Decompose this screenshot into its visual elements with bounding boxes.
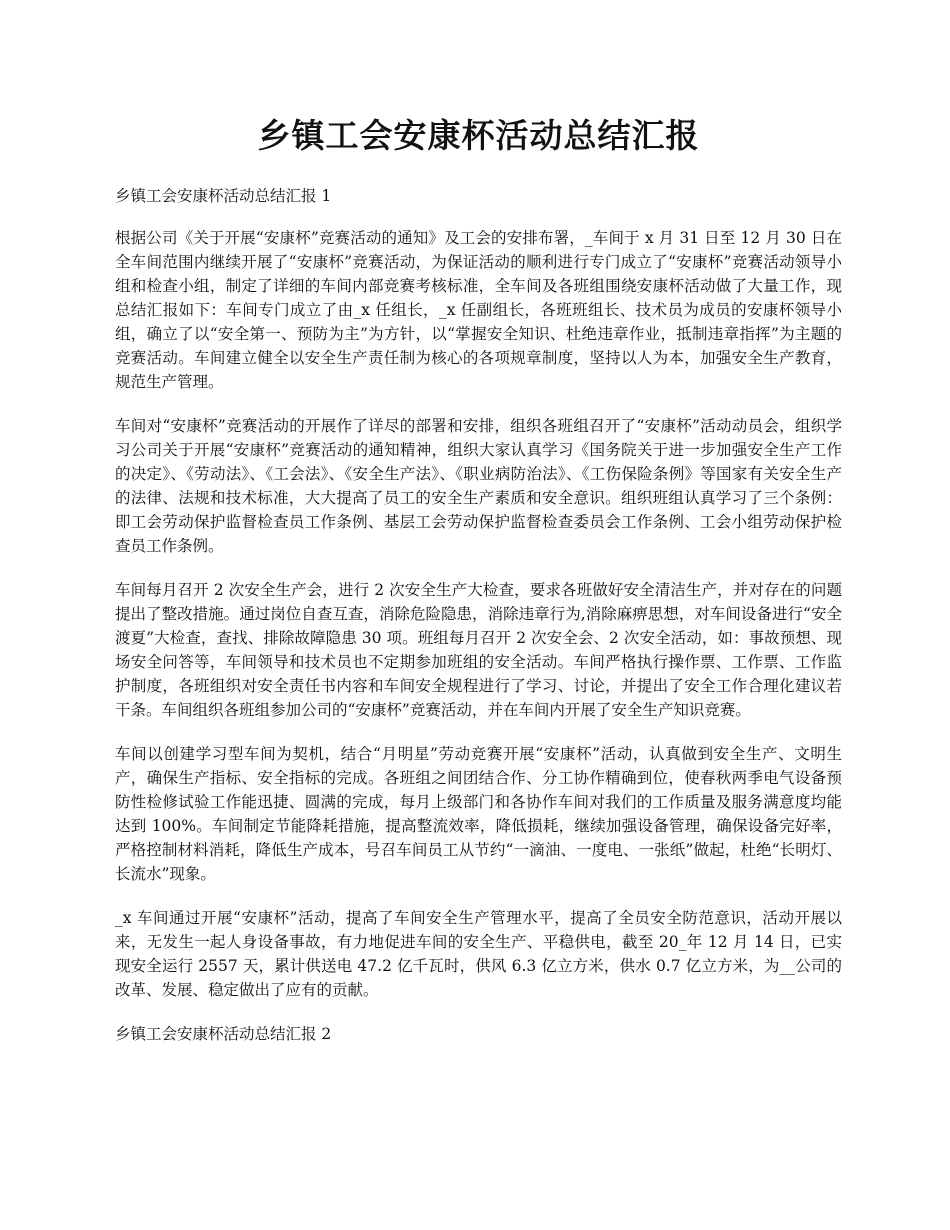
section-1 (115, 184, 842, 1002)
section-heading: 乡镇工会安康杯活动总结汇报 1 (115, 187, 332, 205)
body-paragraph: 根据公司《关于开展“安康杯”竞赛活动的通知》及工会的安排布署，_车间于 x 月 31 日至 12 月 30 日在全车间范围内继续开展了“安康杯”竞赛活动，为保证活动的顺利进行专门成立了“安康杯”竞赛活动领导小组和检查小组，制定了详细的车间内部竞赛考核标准，全车间及各班组围绕安康杯活动做了大量工作，现总结汇报如下：车间专门成立了由_x 任组长，_x 任副组长，各班班组长、技术员为成员的安康杯领导小组，确立了以“安全第一、预防为主”为方针，以“掌握安全知识、杜绝违章作业，抵制违章指挥”为主题的竞赛活动。车间建立健全以安全生产责任制为核心的各项规章制度，坚持以人为本，加强安全生产教育，规范生产管理。 (115, 229, 842, 391)
document-title: 乡镇工会安康杯活动总结汇报 (257, 116, 700, 155)
section-2 (115, 1022, 842, 1046)
section-heading: 乡镇工会安康杯活动总结汇报 2 (115, 1025, 332, 1043)
body-paragraph: _x 车间通过开展“安康杯”活动，提高了车间安全生产管理水平，提高了全员安全防范意识，活动开展以来，无发生一起人身设备事故，有力地促进车间的安全生产、平稳供电，截至 20_年 12 月 14 日，已实现安全运行 2557 天，累计供送电 47.2 亿千瓦时，供风 6.3 亿立方米，供水 0.7 亿立方米，为__公司的改革、发展、稳定做出了应有的贡献。 (115, 909, 842, 999)
body-paragraph: 车间每月召开 2 次安全生产会，进行 2 次安全生产大检查，要求各班做好安全清洁生产，并对存在的问题提出了整改措施。通过岗位自查互查，消除危险隐患，消除违章行为,消除麻痹思想，对车间设备进行“安全渡夏”大检查，查找、排除故障隐患 30 项。班组每月召开 2 次安全会、2 次安全活动，如：事故预想、现场安全问答等，车间领导和技术员也不定期参加班组的安全活动。车间严格执行操作票、工作票、工作监护制度，各班组织对安全责任书内容和车间安全规程进行了学习、讨论，并提出了安全工作合理化建议若干条。车间组织各班组参加公司的“安康杯”竞赛活动，并在车间内开展了安全生产知识竞赛。 (115, 581, 842, 719)
body-paragraph: 车间对“安康杯”竞赛活动的开展作了详尽的部署和安排，组织各班组召开了“安康杯”活动动员会，组织学习公司关于开展“安康杯”竞赛活动的通知精神，组织大家认真学习《国务院关于进一步加强安全生产工作的决定》、《劳动法》、《工会法》、《安全生产法》、《职业病防治法》、《工伤保险条例》等国家有关安全生产的法律、法规和技术标准，大大提高了员工的安全生产素质和安全意识。组织班组认真学习了三个条例：即工会劳动保护监督检查员工作条例、基层工会劳动保护监督检查委员会工作条例、工会小组劳动保护检查员工作条例。 (115, 417, 842, 555)
body-paragraph: 车间以创建学习型车间为契机，结合“月明星”劳动竞赛开展“安康杯”活动，认真做到安全生产、文明生产，确保生产指标、安全指标的完成。各班组之间团结合作、分工协作精确到位，使春秋两季电气设备预防性检修试验工作能迅捷、圆满的完成，每月上级部门和各协作车间对我们的工作质量及服务满意度均能达到 100%。车间制定节能降耗措施，提高整流效率，降低损耗，继续加强设备管理，确保设备完好率，严格控制材料消耗，降低生产成本，号召车间员工从节约“一滴油、一度电、一张纸”做起，杜绝“长明灯、长流水”现象。 (115, 745, 842, 883)
